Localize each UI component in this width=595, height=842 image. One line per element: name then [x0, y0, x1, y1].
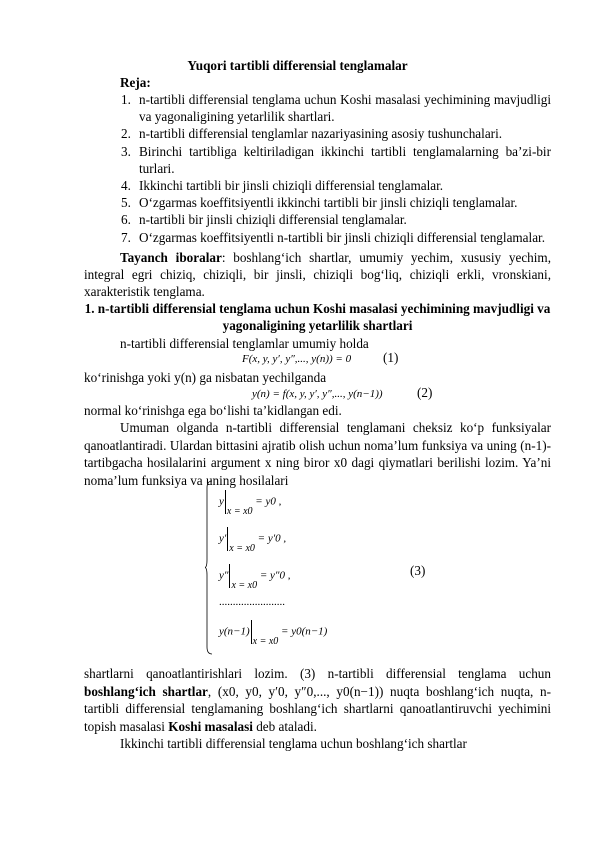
- plan-item-text: n-tartibli bir jinsli chiziqli differensial tenglamalar.: [139, 212, 407, 228]
- cauchy-problem-term: Koshi masalasi: [168, 718, 253, 734]
- condition-row: [219, 490, 282, 517]
- condition-lhs: y′: [219, 532, 227, 545]
- condition-rhs: = y0(n−1): [281, 625, 328, 638]
- document-title: Yuqori tartibli differensial tenglamalar: [187, 58, 408, 73]
- condition-point: x = x0: [226, 505, 253, 517]
- plan-list: [121, 91, 551, 246]
- conclusion-text-3: deb ataladi.: [252, 718, 317, 734]
- plan-item-number: 1.: [121, 92, 131, 107]
- condition-row: [219, 527, 287, 554]
- condition-row: [219, 620, 328, 647]
- plan-item: [121, 143, 551, 177]
- condition-point: x = x0: [229, 542, 255, 554]
- left-brace-icon: [205, 480, 213, 655]
- plan-item-number: 3.: [121, 143, 131, 159]
- condition-lhs: y″: [219, 569, 229, 582]
- normal-form-text: normal ko‘rinishga ega bo‘lishi ta’kidlangan edi.: [84, 403, 342, 418]
- initial-conditions-term: boshlang‘ich shartlar: [84, 683, 208, 699]
- equation-2-number: (2): [417, 385, 433, 400]
- condition-point: x = x0: [252, 635, 279, 647]
- plan-item-text: Ikkinchi tartibli bir jinsli chiziqli differensial tenglamalar.: [139, 178, 444, 194]
- resolved-form-text: ko‘rinishga yoki y(n) ga nisbatan yechilganda: [84, 370, 327, 385]
- keywords-paragraph: [84, 249, 551, 301]
- section-heading: 1. n-tartibli differensial tenglama uchun Koshi masalasi yechimining mavjudligi va yagonaligining yetarlilik shartlari: [84, 301, 551, 334]
- equation-3-number: (3): [410, 563, 426, 578]
- plan-item-text: n-tartibli differensial tenglama uchun Koshi masalasi yechimining mavjudligi va yagonaligining yetarlilik shartlari.: [139, 92, 551, 125]
- body-paragraph: Umuman olganda n-tartibli differensial tenglamani cheksiz ko‘p funksiyalar qanoatlantiradi. Ulardan bittasini ajratib olish uchun noma’lum funksiya va uning (n-1)-tartibgacha hosilalarini argument x ning biror x0 dagi qiymatlari berilishi lozim. Ya’ni noma’lum funksiya va uning hosilalari: [84, 420, 551, 488]
- condition-lhs: y: [219, 495, 224, 508]
- plan-item: [121, 211, 551, 228]
- condition-rhs: = y0 ,: [255, 495, 282, 508]
- plan-item: [121, 229, 551, 246]
- equation-1: F(x, y, y′, y″,..., y(n)) = 0: [242, 353, 352, 365]
- plan-item: [121, 125, 551, 142]
- condition-rhs: = y′0 ,: [257, 532, 287, 545]
- plan-item-text: n-tartibli differensial tenglamlar nazariyasining asosiy tushunchalari.: [139, 126, 503, 142]
- system-dots: ........................: [219, 596, 285, 608]
- plan-item-text: O‘zgarmas koeffitsiyentli ikkinchi tartibli bir jinsli chiziqli tenglamalar.: [139, 195, 518, 211]
- plan-item-number: 6.: [121, 212, 131, 228]
- conclusion-text-1: shartlarni qanoatlantirishlari lozim. (3) n-tartibli differensial tenglama uchun: [84, 666, 551, 681]
- plan-item-number: 2.: [121, 126, 131, 142]
- plan-item: [121, 91, 551, 125]
- plan-item-text: O‘zgarmas koeffitsiyentli n-tartibli bir jinsli chiziqli differensial tenglamalar.: [139, 229, 546, 245]
- plan-item-text: Birinchi tartibliga keltiriladigan ikkinchi tartibli tenglamalarning ba’zi-bir turlari.: [139, 143, 551, 176]
- plan-item-number: 5.: [121, 195, 131, 211]
- keywords-label: Tayanch iboralar: [120, 250, 222, 265]
- keywords-text: : boshlang‘ich shartlar, umumiy yechim, xususiy yechim, integral egri chiziq, chiziqli, bir jinsli, chiziqli bog‘liq, chiziqli erkli, vronskiani, xarakteristik tenglama.: [84, 250, 551, 300]
- condition-row: [219, 564, 291, 591]
- condition-lhs: y(n−1): [219, 625, 250, 638]
- plan-item-number: 7.: [121, 229, 131, 245]
- condition-rhs: = y″0 ,: [259, 569, 291, 582]
- equation-1-number: (1): [383, 350, 399, 365]
- initial-conditions-system: [205, 480, 335, 655]
- plan-item: [121, 194, 551, 211]
- plan-heading: Reja:: [120, 75, 151, 90]
- plan-item-number: 4.: [121, 178, 131, 194]
- plan-item: [121, 177, 551, 194]
- equation-2: y(n) = f(x, y, y′, y″,..., y(n−1)): [252, 388, 383, 400]
- conclusion-text-2: , (x0, y0, y′0, y″0,..., y0(n−1)) nuqta boshlang‘ich nuqta, n-tartibli differensial tenglamaning boshlang‘ich shartlarni qanoatlantiruvchi yechimini topish masalasi: [84, 683, 551, 734]
- conclusion-paragraph: [84, 665, 551, 735]
- last-line: Ikkinchi tartibli differensial tenglama uchun boshlang‘ich shartlar: [120, 736, 467, 751]
- condition-point: x = x0: [231, 579, 258, 591]
- intro-text: n-tartibli differensial tenglamlar umumiy holda: [120, 336, 369, 351]
